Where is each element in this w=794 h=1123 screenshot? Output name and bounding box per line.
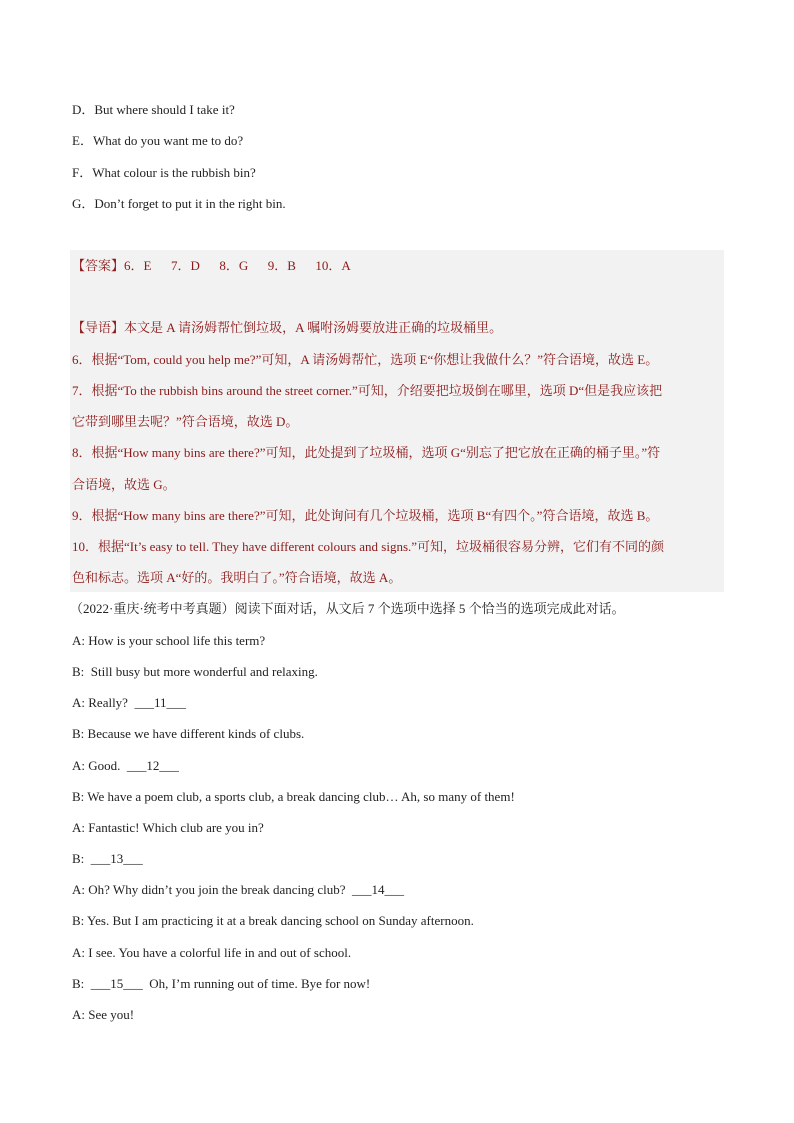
answer-text: 6．E 7．D 8．G 9．B 10．A (124, 258, 351, 273)
option-e: E．What do you want me to do? (72, 133, 244, 148)
dialogue-text: B: (72, 976, 91, 991)
dialogue-text: A: See you! (72, 1007, 135, 1022)
dialogue-text: B: Yes. But I am practicing it at a break dancing school on Sunday afternoon. (72, 913, 474, 928)
dialogue-text: A: How is your school life this term? (72, 633, 266, 648)
option-f: F．What colour is the rubbish bin? (72, 165, 256, 180)
dialogue-text: Oh, I’m running out of time. Bye for now! (142, 976, 371, 991)
dialogue-line (72, 757, 179, 775)
dialogue-text: B: (72, 851, 91, 866)
dialogue-line (72, 881, 404, 899)
explanation-7-cont: 它带到哪里去呢？”符合语境，故选 D。 (72, 414, 299, 429)
explanation-8: 8．根据“How many bins are there?”可知，此处提到了垃圾桶，选项 G“别忘了把它放在正确的桶子里。”符 (72, 445, 661, 460)
dialogue-text: A: Really? (72, 695, 135, 710)
dialogue-line (72, 850, 143, 868)
explanation-8-cont: 合语境，故选 G。 (72, 477, 176, 492)
blank-15[interactable]: ___15___ (90, 976, 143, 991)
explanation-9: 9．根据“How many bins are there?”可知，此处询问有几个垃圾桶，选项 B“有四个。”符合语境，故选 B。 (72, 508, 659, 523)
question-intro: （2022·重庆·统考中考真题）阅读下面对话，从文后 7 个选项中选择 5 个恰当的选项完成此对话。 (70, 601, 625, 616)
dialogue-line (72, 819, 264, 837)
blank-11[interactable]: ___11___ (134, 695, 186, 710)
option-d: D．But where should I take it? (72, 102, 235, 117)
dialogue-text: B: We have a poem club, a sports club, a break dancing club… Ah, so many of them! (72, 789, 515, 804)
dialogue-line (72, 788, 515, 806)
dialogue-text: A: Fantastic! Which club are you in? (72, 820, 264, 835)
dialogue-text: A: I see. You have a colorful life in and out of school. (72, 945, 352, 960)
explanation-10: 10．根据“It’s easy to tell. They have different colours and signs.”可知，垃圾桶很容易分辨，它们有不同的颜 (72, 539, 665, 554)
dialogue-text: B: Still busy but more wonderful and relaxing. (72, 664, 318, 679)
blank-13[interactable]: ___13___ (90, 851, 143, 866)
blank-12[interactable]: ___12___ (126, 758, 179, 773)
dialogue-line (72, 975, 370, 993)
answer-tag: 【答案】 (72, 258, 125, 273)
answer-line (72, 257, 351, 275)
dialogue-line (72, 694, 186, 712)
option-g: G．Don’t forget to put it in the right bin. (72, 196, 286, 211)
dialogue-line (72, 944, 351, 962)
explanation-6: 6．根据“Tom, could you help me?”可知，A 请汤姆帮忙，选项 E“你想让我做什么？”符合语境，故选 E。 (72, 352, 659, 367)
dialogue-text: B: Because we have different kinds of clubs. (72, 726, 305, 741)
guide-text: 本文是 A 请汤姆帮忙倒垃圾，A 嘱咐汤姆要放进正确的垃圾桶里。 (124, 320, 503, 335)
dialogue-text: A: Good. (72, 758, 127, 773)
dialogue-line (72, 632, 265, 650)
dialogue-line (72, 663, 318, 681)
guide-line (72, 319, 502, 337)
dialogue-line (72, 725, 304, 743)
dialogue-text: A: Oh? Why didn’t you join the break dancing club? (72, 882, 353, 897)
dialogue-line (72, 912, 474, 930)
explanation-10-cont: 色和标志。选项 A“好的。我明白了。”符合语境，故选 A。 (72, 570, 402, 585)
explanation-7: 7．根据“To the rubbish bins around the street corner.”可知，介绍要把垃圾倒在哪里，选项 D“但是我应该把 (72, 383, 663, 398)
dialogue-line (72, 1006, 134, 1024)
blank-14[interactable]: ___14___ (352, 882, 405, 897)
guide-tag: 【导语】 (72, 320, 125, 335)
